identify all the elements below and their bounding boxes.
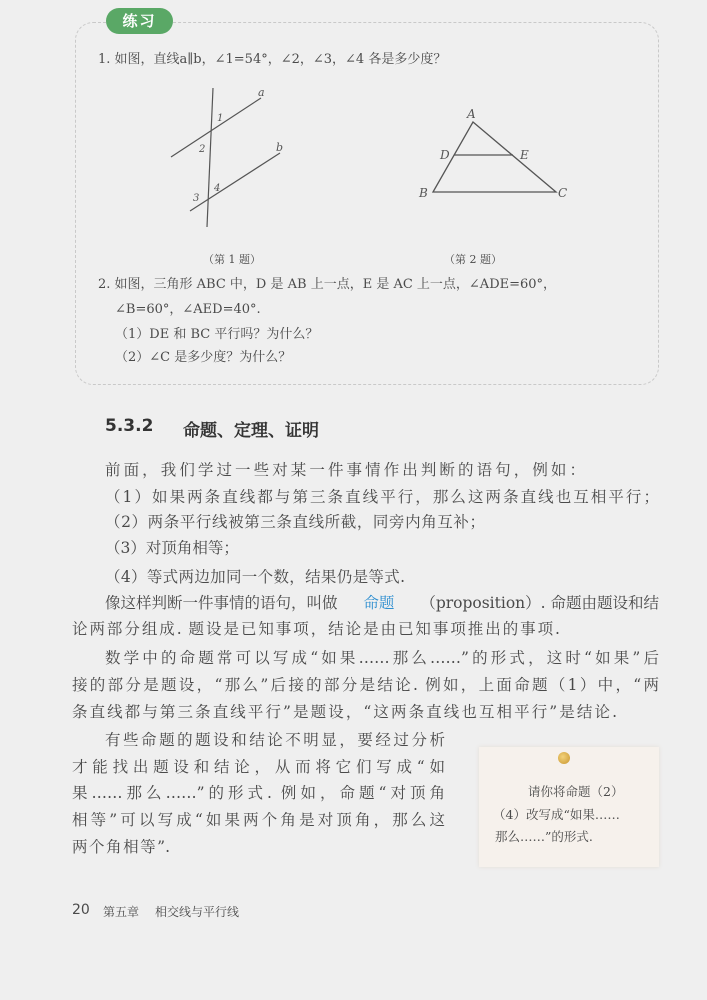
body-line: （3）对顶角相等；: [105, 539, 239, 557]
exercise-tag: 练习: [106, 8, 173, 34]
body-line: （1）如果两条直线都与第三条直线平行，那么这两条直线也互相平行；: [105, 488, 659, 506]
definition-text: 像这样判断一件事情的语句，叫做: [105, 594, 338, 612]
label-A: A: [467, 107, 476, 121]
figure-1-caption: （第 1 题）: [203, 253, 261, 266]
figures: [0, 0, 707, 300]
page-number: 20: [72, 902, 90, 918]
label-a: a: [258, 86, 265, 99]
label-C: C: [558, 186, 568, 200]
pin-icon: [558, 752, 570, 764]
figure-2-caption: （第 2 题）: [444, 253, 502, 266]
term-proposition: 命题: [363, 594, 395, 612]
body-line: 有些命题的题设和结论不明显，要经过分析: [105, 731, 445, 749]
body-line: 前面，我们学过一些对某一件事情作出判断的语句，例如：: [105, 461, 585, 479]
question-2-cont: ∠B=60°，∠AED=40°.: [115, 302, 261, 317]
label-b: b: [276, 141, 284, 154]
figure-2-triangle: [433, 122, 556, 192]
chapter-label: 第五章: [103, 905, 140, 919]
body-line: 果……那么……”的形式. 例如，命题“对顶角: [72, 784, 445, 802]
body-line: 相等”可以写成“如果两个角是对顶角，那么这: [72, 811, 445, 829]
definition-text-cont: （proposition）. 命题由题设和结: [420, 594, 659, 612]
label-D: D: [440, 148, 450, 162]
question-2-part-1: （1）DE 和 BC 平行吗？为什么？: [115, 327, 319, 342]
line-a: [171, 98, 261, 157]
line-b: [190, 153, 280, 211]
angle-2-label: 2: [199, 144, 206, 155]
body-line: 两个角相等”.: [72, 838, 170, 856]
body-line: 论两部分组成. 题设是已知事项，结论是由已知事项推出的事项.: [72, 620, 560, 638]
section-number: 5.3.2: [105, 416, 154, 436]
body-line: 条直线都与第三条直线平行”是题设，“这两条直线也互相平行”是结论.: [72, 703, 617, 721]
body-line: （2）两条平行线被第三条直线所截，同旁内角互补；: [105, 513, 485, 531]
chapter-title: 相交线与平行线: [155, 905, 240, 919]
body-line: （4）等式两边加同一个数，结果仍是等式.: [105, 568, 405, 586]
figure-1-diagram: [171, 88, 280, 227]
angle-3-label: 3: [193, 193, 200, 204]
label-B: B: [419, 186, 428, 200]
question-1: 1. 如图，直线a∥b，∠1=54°，∠2，∠3，∠4 各是多少度？: [98, 52, 447, 67]
body-line-definition: [105, 593, 659, 613]
body-line: 数学中的命题常可以写成“如果……那么……”的形式，这时“如果”后: [105, 649, 659, 667]
section-title: 命题、定理、证明: [183, 421, 319, 441]
angle-1-label: 1: [217, 113, 224, 124]
question-2: 2. 如图，三角形 ABC 中，D 是 AB 上一点，E 是 AC 上一点，∠ADE=60°，: [98, 277, 557, 292]
note-line: （4）改写成“如果……: [493, 807, 620, 822]
label-E: E: [520, 148, 529, 162]
body-line: 才能找出题设和结论，从而将它们写成“如: [72, 758, 445, 776]
angle-4-label: 4: [214, 183, 221, 194]
body-line: 接的部分是题设，“那么”后接的部分是结论. 例如，上面命题（1）中，“两: [72, 676, 659, 694]
question-2-part-2: （2）∠C 是多少度？为什么？: [115, 350, 292, 365]
transversal-line: [207, 88, 213, 227]
note-line: 请你将命题（2）: [528, 784, 624, 799]
note-line: 那么……”的形式.: [495, 829, 593, 844]
